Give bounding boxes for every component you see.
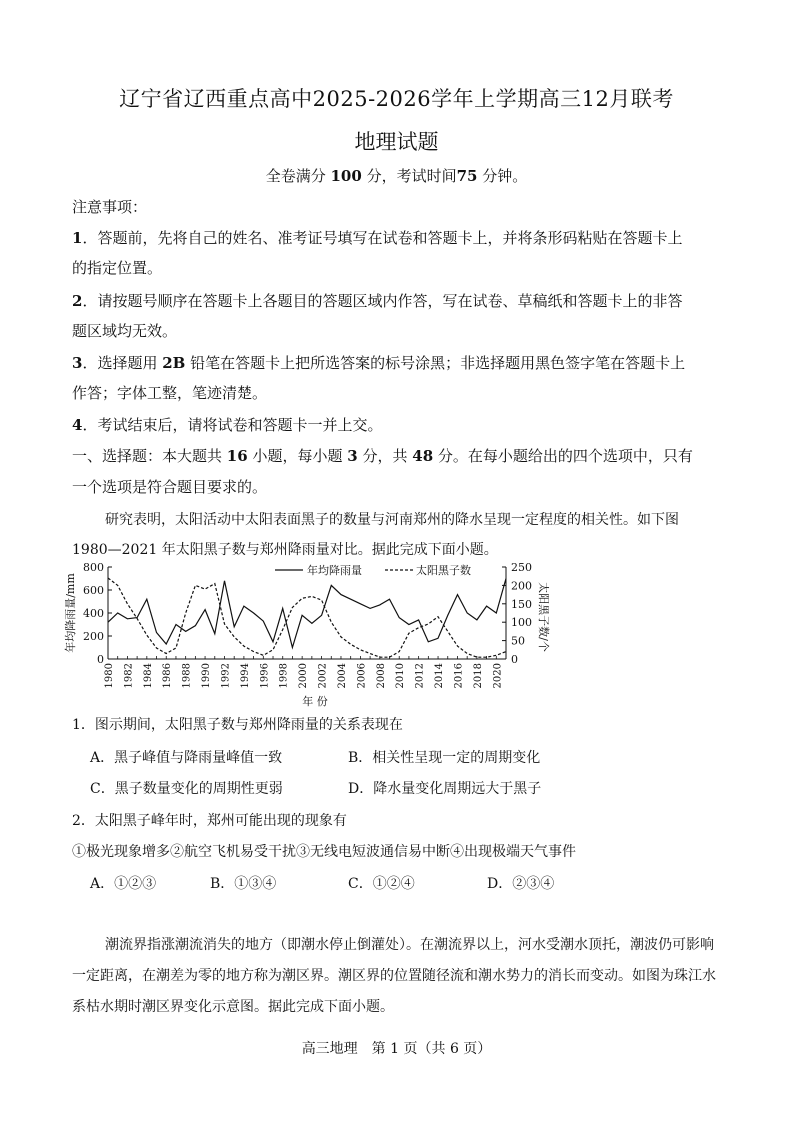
x-axis-label: 年 份 [302,695,328,708]
y2-tick-label: 150 [511,597,532,611]
chart-series [108,578,506,657]
legend-sunspot-label: 太阳黑子数 [416,564,471,577]
passage1-line1: 研究表明，太阳活动中太阳表面黑子的数量与河南郑州的降水呈现一定程度的相关性。如下图 [105,512,679,528]
section-score-each: 3 [347,447,358,465]
q1-stem: 1．图示期间，太阳黑子数与郑州降雨量的关系表现在 [72,717,403,733]
y2-tick-label: 250 [511,561,532,574]
section-heading-line2: 一个选项是符合题目要求的。 [72,478,268,496]
q1-option-d[interactable]: D．降水量变化周期远大于黑子 [348,781,542,797]
q1-option-c[interactable]: C．黑子数量变化的周期性更弱 [90,781,283,797]
notice-heading: 注意事项： [72,198,148,216]
notice-item-2 [72,290,682,311]
section-count: 16 [226,447,248,465]
q2-option-a[interactable]: A．①②③ [90,876,157,892]
exam-subject: 地理试题 [354,130,439,154]
meta-text-a: 全卷满分 [265,167,326,185]
notice-item-3-text-c: 铅笔在答题卡上把所选答案的标号涂黑；非选择题用黑色签字笔在答题卡上 [190,354,686,372]
x-tick-label: 1988 [181,663,193,689]
section-heading [72,445,693,466]
y-tick-label: 400 [83,607,104,620]
notice-item-2-num: 2 [72,292,83,310]
y2-tick-label: 50 [511,634,525,648]
x-tick-label: 1982 [123,663,135,689]
q2-items: ①极光现象增多②航空飞机易受干扰③无线电短波通信易中断④出现极端天气事件 [72,844,576,860]
exam-meta [0,165,793,186]
chart-legend [275,563,471,577]
x-tick-label: 2012 [414,663,426,689]
y-tick-label: 200 [83,630,104,643]
x-tick-label: 1996 [259,663,271,689]
y2-tick-label: 200 [511,579,532,593]
page-footer: 高三地理 第 1 页（共 6 页） [301,1041,492,1057]
passage2-line3: 系枯水期时潮区界变化示意图。据此完成下面小题。 [72,999,394,1015]
notice-item-3-text-a: ．选择题用 [82,354,158,372]
rainfall-series-line [108,579,506,648]
notice-item-1 [72,227,682,248]
y-tick-label: 800 [83,561,104,574]
q2-option-d[interactable]: D．②③④ [487,876,555,892]
notice-item-3-line2: 作答；字体工整，笔迹清楚。 [72,384,268,402]
y2-tick-label: 0 [511,653,518,666]
q2-stem: 2．太阳黑子峰年时，郑州可能出现的现象有 [72,813,347,829]
meta-text-c: 分钟。 [482,167,528,185]
section-text-b: 小题，每小题 [252,447,343,465]
passage2-line1: 潮流界指涨潮流消失的地方（即潮水停止倒灌处）。在潮流界以上，河水受潮水顶托，潮波仍可影响 [105,937,714,953]
passage2-line2: 一定距离，在潮差为零的地方称为潮区界。潮区界的位置随径流和潮水势力的消长而变动。如图为珠江水 [72,968,716,984]
exam-title: 辽宁省辽西重点高中2025-2026学年上学期高三12月联考 [119,87,674,111]
x-tick-label: 1994 [239,663,251,689]
notice-item-3-num: 3 [72,354,83,372]
notice-item-4-num: 4 [72,416,83,434]
x-tick-label: 1992 [220,663,232,689]
notice-item-1-line2: 的指定位置。 [72,259,163,277]
q2-option-c[interactable]: C．①②④ [348,876,415,892]
notice-item-2-text: ．请按题号顺序在答题卡上各题目的答题区域内作答，写在试卷、草稿纸和答题卡上的非答 [82,292,683,310]
meta-text-b: 分，考试时间 [366,167,457,185]
x-tick-label: 2020 [492,663,504,689]
chart-ticks [83,561,532,688]
notice-item-4-text: ．考试结束后，请将试卷和答题卡一并上交。 [82,416,383,434]
q2-option-b[interactable]: B．①③④ [210,876,277,892]
chart-axes [108,567,506,659]
meta-time: 75 [456,167,478,185]
y2-axis-label: 太阳黑子数/个 [537,582,550,652]
y-tick-label: 0 [97,653,104,666]
x-tick-label: 2006 [356,663,368,689]
x-tick-label: 1990 [201,663,213,689]
sunspot-rainfall-chart [60,556,560,710]
x-tick-label: 1986 [162,663,174,689]
notice-item-2-line2: 题区域均无效。 [72,322,178,340]
x-tick-label: 2018 [472,663,484,689]
q1-option-a[interactable]: A．黑子峰值与降雨量峰值一致 [90,750,283,766]
notice-item-4 [72,414,382,435]
section-total: 48 [412,447,434,465]
x-tick-label: 1998 [278,663,290,689]
x-tick-label: 2014 [434,663,446,689]
x-tick-label: 2010 [395,663,407,689]
x-tick-label: 2008 [375,663,387,689]
notice-item-1-text: ．答题前，先将自己的姓名、准考证号填写在试卷和答题卡上，并将条形码粘贴在答题卡上 [82,229,683,247]
section-text-c: 分，共 [362,447,408,465]
section-text-a: 一、选择题：本大题共 [72,447,223,465]
meta-score: 100 [330,167,362,185]
q1-option-b[interactable]: B．相关性呈现一定的周期变化 [348,750,541,766]
y2-tick-label: 100 [511,616,532,630]
legend-rainfall-label: 年均降雨量 [307,564,362,577]
y-tick-label: 600 [83,584,104,597]
x-tick-label: 2004 [336,663,348,689]
x-tick-label: 2002 [317,663,329,689]
notice-item-3-pencil: 2B [162,354,186,372]
x-tick-label: 1984 [142,663,154,689]
section-text-d: 分。在每小题给出的四个选项中，只有 [437,447,693,465]
x-tick-label: 2016 [453,663,465,689]
notice-item-1-num: 1 [72,229,83,247]
passage1-line2: 1980—2021 年太阳黑子数与郑州降雨量对比。据此完成下面小题。 [72,542,498,558]
notice-item-3 [72,352,685,373]
x-tick-label: 1980 [104,663,115,689]
y-axis-label: 年均降雨量/mm [64,573,77,653]
x-tick-label: 2000 [298,663,310,689]
